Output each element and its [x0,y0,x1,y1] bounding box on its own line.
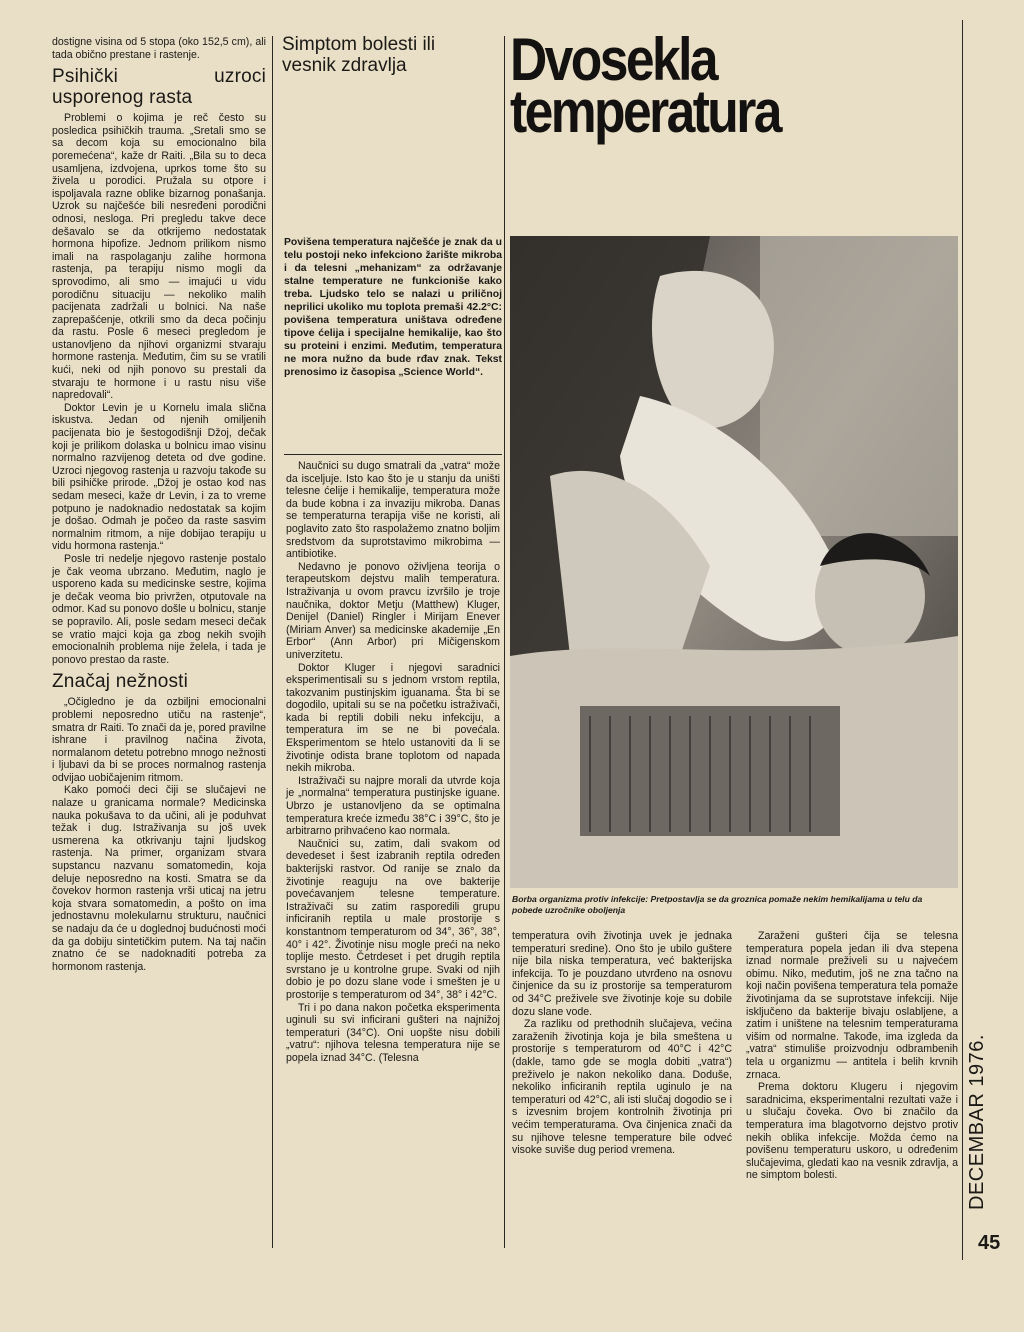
paragraph: Prema doktoru Klugeru i njegovim saradnicima, eksperimentalni rezultati važe i u slučaju čoveka. Ovo bi značilo da temperatura ima blagotvorno dejstvo protiv nekih oblika infekcije. Možda ćemo na povišenu temperaturu uskoro, u određenim slučajevima, gledati kao na vesnik zdravlja, a ne simptom bolesti. [746,1081,958,1182]
paragraph: Doktor Kluger i njegovi saradnici eksperimentisali su s jednom vrstom reptila, takozvanim pustinjskim iguanama. Šta bi se dogodilo, upitali su se na početku istraživači, kada bi reptili dobili neku infekciju, a temperatura im se ne bi povećala. Eksperimentom se htelo ustanoviti da li se životinje odista brane toplotom od napada nekih mikroba. [286,661,500,775]
paragraph: Tri i po dana nakon početka eksperimenta uginuli su svi inficirani gušteri na najnižoj temperaturi (34°C). Oni uopšte nisu dobili „vatru“: njihova telesna temperatura nije se popela iznad 34°C. (Telesna [286,1001,500,1064]
photo-caption: Borba organizma protiv infekcije: Pretpostavlja se da groznica pomaže nekim hemikalijama u telu da pobede uzročnike oboljenja [512,894,923,915]
column-rule [962,20,963,1260]
paragraph: Posle tri nedelje njegovo rastenje postalo je čak veoma ubrzano. Međutim, naglo je usporeno kada su medicinske sestre, kojima je dečak veoma bio privržen, otputovale na odmor. Kad su ponovo došle u bolnicu, stanje se popravilo. Ali, posle sedam meseci dečak se vratio majci koja ga zbog nekih svojih emocionalnih problema nije želela, i tada je ponovo prestao da raste. [52,552,266,666]
paragraph: Doktor Levin je u Kornelu imala slična iskustva. Jedan od njenih omiljenih pacijenata bio je šestogodišnji Džoj, dečak koji je prilikom dolaska u bolnicu imao visinu normalno razvijenog deteta od dve godine. Uzroci njegovog rastenja u razvoju takođe su bili psihičke prirode. „Džoj je ostao kod nas sedam meseci, kaže dr Levin, i za to vreme potpuno je nadoknadio nedostatak sa kojim je došao. Odmah je počeo da raste sasvim normalnim ritmom, a nije dobijao terapiju u vidu hormona rastenja.“ [52,401,266,553]
column-left [52,36,266,973]
section-heading: Psihički uzroci usporenog rasta [52,66,266,109]
title-line-1: Dvosekla [510,26,716,93]
article-lead: Povišena temperatura najčešće je znak da u telu postoji neko infekciono žarište mikroba i da telesni „mehanizam“ za održavanje stalne temperature ne funkcioniše kako treba. Ljudsko telo se nalazi u priličnoj neprilici ukoliko mu toplota premaši 42.2°C: povišena temperatura uništava određene tipove ćelija i specijalne hemikalije, kao što su proteini i enzimi. Međutim, temperatura ne mora nužno da bude rđav znak. Tekst prenosimo iz časopisa „Science World“. [284,237,502,378]
column-rule [284,454,502,455]
paragraph: temperatura ovih životinja uvek je jednaka temperaturi sredine). Ono što je ubilo guštere nije bila niska temperatura, već bakterijska infekcija. To je pouzdano utvrđeno na osnovu činjenice da su iz prostorije sa temperaturom od 34°C preživele sve životinje koje su dobile dozu slane vode. [512,930,732,1018]
paragraph: dostigne visina od 5 stopa (oko 152,5 cm), ali tada obično prestane i rastenje. [52,36,266,61]
paragraph: Nedavno je ponovo oživljena teorija o terapeutskom dejstvu malih temperatura. Istraživanja u ovom pravcu izvršilo je troje naučnika, doktor Metju (Matthew) Kluger, Denijel (Daniel) Ringler i Mirijam Enever (Miriam Anver) sa medicinske akademije „En Erbor“ (Ann Arbor) pri Mičigenskom univerzitetu. [286,560,500,661]
section-heading: Značaj nežnosti [52,671,189,693]
title-line-2: temperatura [510,78,780,145]
article-subtitle: Simptom bolesti ili vesnik zdravlja [282,34,436,76]
paragraph: Problemi o kojima je reč često su posledica psihičkih trauma. „Sretali smo se sa decom koja su emocionalno bila poremećena“, kaže dr Raiti. „Bila su to deca usamljena, izdvojena, uprkos tome što su živela u porodici. Pružala su otpore i ispoljavala razne oblike bizarnog ponašanja. Uzrok su najčešće bili nesređeni porodični odnosi, nesloga. Pri pregledu takve dece dešavalo se da otkrijemo nedostatak hormona hipofize. Jednom prilikom nismo imali na raspolaganju zalihe hormona rastenja, pa terapiju nismo mogli da sprovodimo, ali smo — imajući u vidu porodičnu situaciju — nekoliko malih pacijenata zadržali u bolnici. Na naše zaprepašćenje, otkrili smo da deca počinju da rastu. Posle 6 meseci pregledom je ustanovljeno da njihovi organizmi stvaraju hormone rastenja. Međutim, čim su se vratili kući, neki od njih ponovo su prestali da stvaraju te hormone i u rastu nisu više napredovali“. [52,112,266,402]
column-rule [504,36,505,1248]
paragraph: Naučnici su dugo smatrali da „vatra“ može da isceljuje. Isto kao što je u stanju da uništi telesne ćelije i hemikalije, temperatura može da bude kobna i za invaziju mikroba. Danas se temperaturna terapija više ne koristi, ali poglavito zato što raspolažemo znatno boljim sredstvom da suprotstavimo mikrobima — antibiotike. [286,460,500,561]
paragraph: Za razliku od prethodnih slučajeva, većina zaraženih životinja koja je bila smeštena u prostorije s temperaturom od 40°C i 42°C (dakle, tamo gde se mogla dobiti „vatra“) preživelo je nakon nekoliko dana. Doduše, nekoliko inficiranih reptila uginulo je na temperaturi od 42°C, ali isti slučaj dogodio se i s izvesnim brojem kontrolnih životinja pri većim temperaturama. Ova činjenica znači da su njihove telesne temperature bile odveć visoke suviše dug period vremena. [512,1018,732,1157]
column-right-b [746,930,958,1182]
paragraph: Naučnici su, zatim, dali svakom od devedeset i šest izabranih reptila određen bakterijski rastvor. Od ranije se znalo da životinje reaguju na ove bakterije povećavanjem telesne temperature. Istraživači su zatim rasporedili grupu inficiranih reptila u male prostorije s konstantnom temperaturom od 34°, 36°, 38°, 40° i 42°. Životinje nisu mogle preći na neko toplije mesto. Četrdeset i pet drugih reptila svrstano je u kontrolne grupe. Svaki od njih dobio je po dozu slane vode i smešten je u prostorije s temperaturom od 34°, 38° i 42°C. [286,837,500,1001]
column-rule [272,36,273,1248]
paragraph: Zaraženi gušteri čija se telesna temperatura popela jedan ili dva stepena iznad normale preživeli su u najvećem obimu. Niko, međutim, još ne zna tačno na koji način povišena temperatura tela pomaže životinjama da se suprotstave infekciji. Nije isključeno da bakterije bivaju oslabljene, a zatim i uništene na telesnim temperaturama višim od normalne. Takođe, ima izgleda da „vatra“ stimuliše proizvodnju odbrambenih tela u organizmu — antitela i belih krvnih zrnaca. [746,930,958,1081]
page-number: 45 [978,1232,1001,1254]
nurse-child-photo [510,236,958,888]
issue-date: DECEMBAR 1976. [966,1034,988,1210]
column-right-a [512,930,732,1157]
paragraph: Istraživači su najpre morali da utvrde koja je „normalna“ temperatura pustinjske iguane. Ubrzo je ustanovljeno da se optimalna temperatura kreće između 38°C i 39°C, što je arbitrarno prihvaćeno kao normala. [286,774,500,838]
paragraph: Kako pomoći deci čiji se slučajevi ne nalaze u granicama normale? Medicinska nauka pokušava to da učini, ali je poduhvat težak i dug. Istraživanja su još uvek usmerena ka otkrivanju tajni ljudskog rastenja. Na primer, organizam stvara supstancu nazvanu somatomedin, koja deluje neposredno na kosti. Smatra se da čovekov hormon rastenja vrši uticaj na jetru koja stvara somatomedin, a pošto on ima jednostavnu molekularnu strukturu, naučnici se nadaju da će u doglednoj budućnosti moći da ga dobiju sintetičkim putem. Na taj način znatno će se nadoknaditi potreba za hormonom rastenja. [52,784,266,973]
article-title [510,26,794,145]
paragraph: „Očigledno je da ozbiljni emocionalni problemi neposredno utiču na rastenje“, smatra dr Raiti. To znači da je, pored pravilne ishrane i pravilnog načina života, normalanom detetu potrebno mnogo nežnosti i ljubavi da bi se proces normalnog rastenja odvijao uobičajenim ritmom. [52,696,266,784]
column-middle [286,460,500,1065]
